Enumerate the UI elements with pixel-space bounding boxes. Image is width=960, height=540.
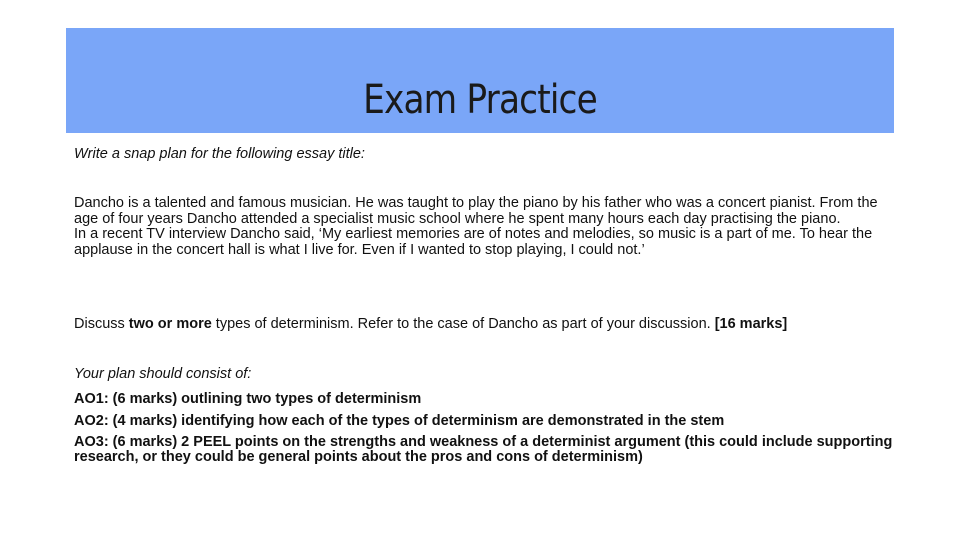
- plan-item-ao2: AO2: (4 marks) identifying how each of the types of determinism are demonstrated in the stem: [74, 412, 725, 429]
- plan-item-ao1: AO1: (6 marks) outlining two types of determinism: [74, 391, 422, 407]
- question-emphasis: two or more: [128, 316, 212, 332]
- scenario-paragraph: In a recent TV interview Dancho said, ‘My earliest memories are of notes and melodies, so music is a part of me. To hear the applause in the concert hall is what I live for. Even if I wanted to stop playing, I could not.’: [74, 226, 873, 258]
- question-text: Discuss: [74, 316, 129, 332]
- instruction-text: Write a snap plan for the following essay title:: [74, 146, 365, 162]
- page-title: Exam Practice: [363, 77, 597, 123]
- scenario-text: [74, 196, 904, 258]
- title-banner: [66, 28, 894, 133]
- question-marks: [16 marks]: [714, 316, 788, 332]
- plan-item-ao3: AO3: (6 marks) 2 PEEL points on the strengths and weakness of a determinist argument (this could include supporting research, or they could be general points about the pros and cons of determinism): [74, 434, 893, 465]
- scenario-paragraph: Dancho is a talented and famous musician. He was taught to play the piano by his father who was a concert pianist. From the age of four years Dancho attended a specialist music school where he spent many hours each day practising the piano.: [74, 195, 878, 227]
- essay-question: [74, 317, 904, 333]
- question-text: types of determinism. Refer to the case of Dancho as part of your discussion.: [211, 316, 715, 332]
- plan-heading: Your plan should consist of:: [74, 366, 252, 382]
- plan-list: [74, 392, 904, 471]
